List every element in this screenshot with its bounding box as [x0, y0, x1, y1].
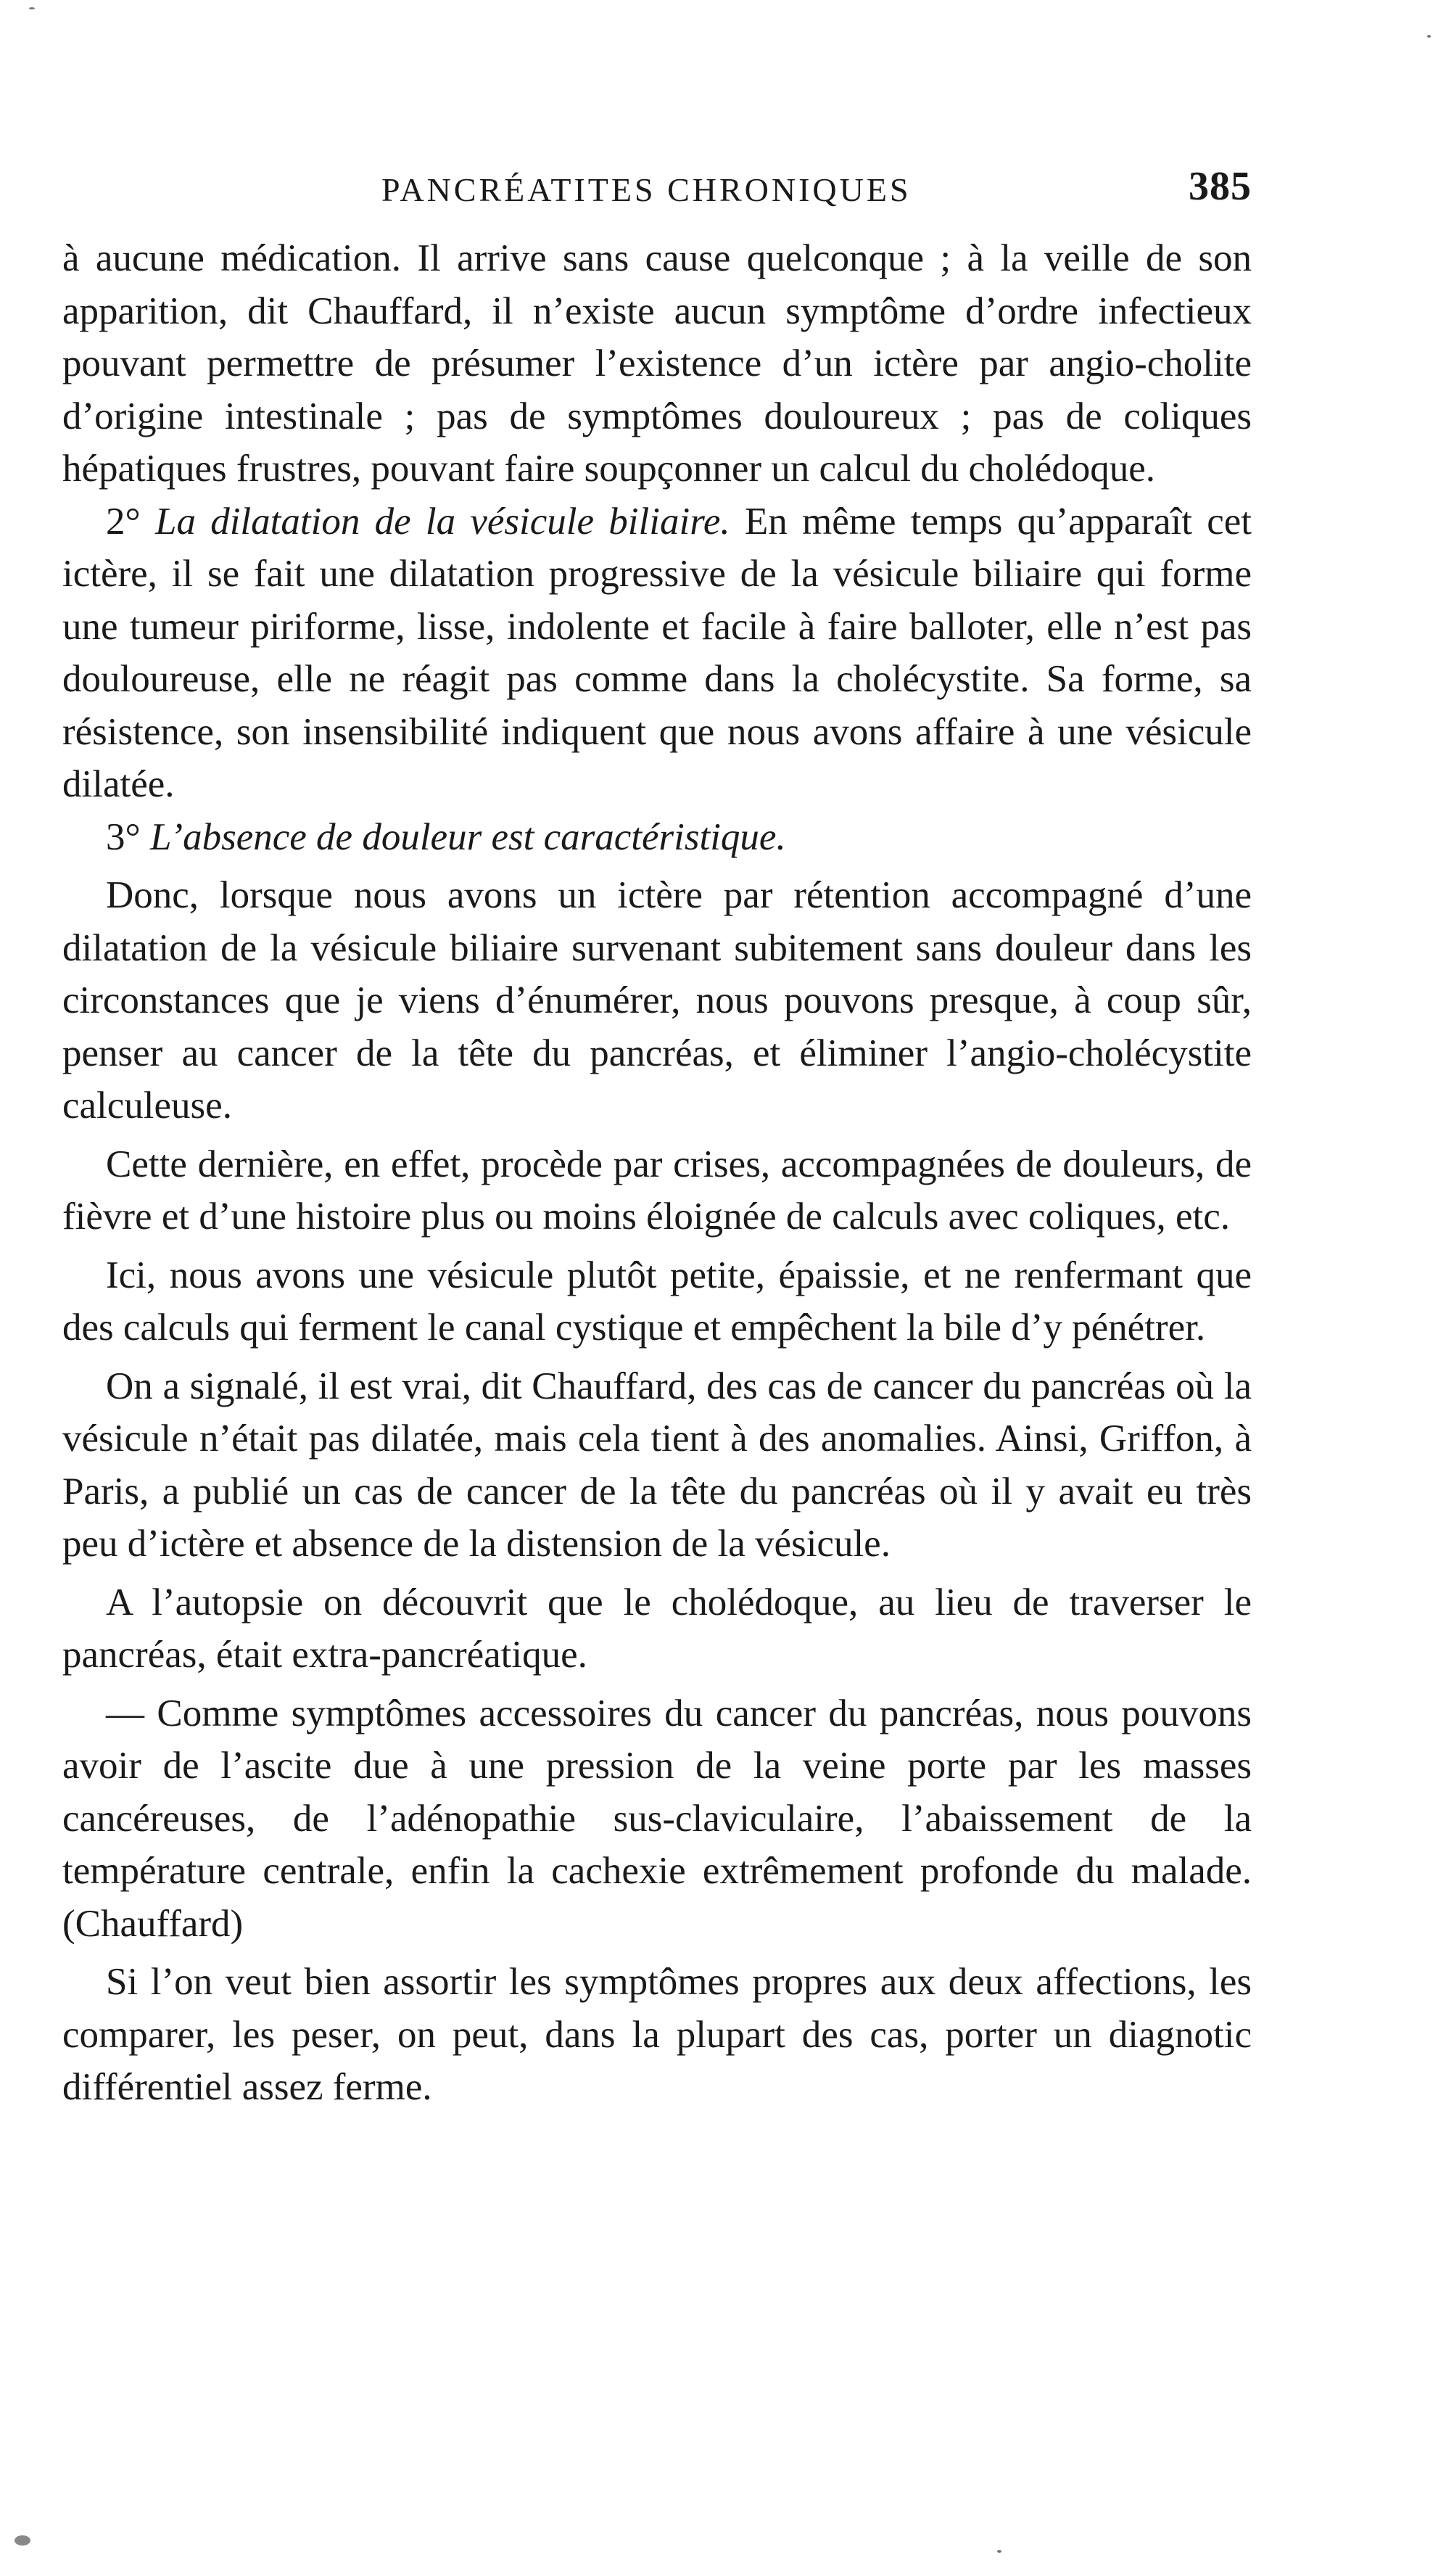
paragraph-text: Ici, nous avons une vésicule plutôt petite, épaissie, et ne renfermant que des calculs qui ferment le canal cystique et empêchent la bile d’y pénétrer.	[62, 1254, 1252, 1349]
paragraph-text-block	[62, 1576, 1252, 1682]
section-heading: L’absence de douleur est caractéristique.	[149, 815, 786, 858]
paragraph-text-block	[62, 1687, 1252, 1951]
body-text	[62, 232, 1252, 2114]
paragraph-text: Cette dernière, en effet, procède par crises, accompagnées de douleurs, de fièvre et d’une histoire plus ou moins éloignée de calculs avec coliques, etc.	[62, 1143, 1252, 1238]
section-heading: La dilatation de la vésicule biliaire.	[154, 500, 730, 543]
scan-speck	[1427, 35, 1431, 38]
paragraph-text-block	[62, 869, 1252, 1132]
paragraph-text-block	[62, 1956, 1252, 2114]
section-number: 3°	[106, 815, 141, 858]
paragraph-continuation	[62, 232, 1252, 495]
scan-speck	[29, 7, 35, 9]
paragraph-absence-of-pain	[62, 811, 1252, 864]
paragraph-text: A l’autopsie on découvrit que le cholédoque, au lieu de traverser le pancréas, était extra-pancréatique.	[62, 1581, 1252, 1676]
paragraph-text: Donc, lorsque nous avons un ictère par rétention accompagné d’une dilatation de la vésicule biliaire survenant subitement sans douleur dans les circonstances que je viens d’énumérer, nous pouvons presque, à coup sûr, penser au cancer de la tête du pancréas, et éliminer l’angio-cholécystite calculeuse.	[62, 874, 1252, 1127]
paragraph-text: Si l’on veut bien assortir les symptômes propres aux deux affections, les comparer, les peser, on peut, dans la plupart des cas, porter un diagnotic différentiel assez ferme.	[62, 1961, 1252, 2108]
section-number: 2°	[106, 500, 141, 543]
paragraph-text-block	[62, 1249, 1252, 1354]
paragraph-text: à aucune médication. Il arrive sans cause quelconque ; à la veille de son apparition, dit Chauffard, il n’existe aucun symptôme d’ordre infectieux pouvant permettre de présumer l’existence d’un ictère par angio-cholite d’origine intestinale ; pas de symptômes douloureux ; pas de coliques hépatiques frustres, pouvant faire soupçonner un calcul du cholédoque.	[62, 237, 1252, 490]
running-title: PANCRÉATITES CHRONIQUES	[381, 171, 912, 208]
scan-speck	[15, 2535, 30, 2546]
paragraph-text: On a signalé, il est vrai, dit Chauffard, des cas de cancer du pancréas où la vésicule n’était pas dilatée, mais cela tient à des anomalies. Ainsi, Griffon, à Paris, a publié un cas de cancer de la tête du pancréas où il y avait eu très peu d’ictère et absence de la distension de la vésicule.	[62, 1365, 1252, 1565]
page-number: 385	[1189, 164, 1252, 209]
paragraph-text: — Comme symptômes accessoires du cancer du pancréas, nous pouvons avoir de l’ascite due à une pression de la veine porte par les masses cancéreuses, de l’adénopathie sus-claviculaire, l’abaissement de la température centrale, enfin la cachexie extrêmement profonde du malade. (Chauffard)	[62, 1692, 1252, 1945]
paragraph-text-block	[62, 1360, 1252, 1571]
paragraph-text-block	[62, 1138, 1252, 1243]
paragraph-text: En même temps qu’apparaît cet ictère, il se fait une dilatation progressive de la vésicule biliaire qui forme une tumeur piriforme, lisse, indolente et facile à faire balloter, elle n’est pas douloureuse, elle ne réagit pas comme dans la cholécystite. Sa forme, sa résistence, son insensibilité indiquent que nous avons affaire à une vésicule dilatée.	[62, 500, 1252, 805]
running-head	[62, 163, 1252, 214]
paragraph-gallbladder-dilatation	[62, 495, 1252, 811]
scan-speck	[997, 2550, 1001, 2553]
